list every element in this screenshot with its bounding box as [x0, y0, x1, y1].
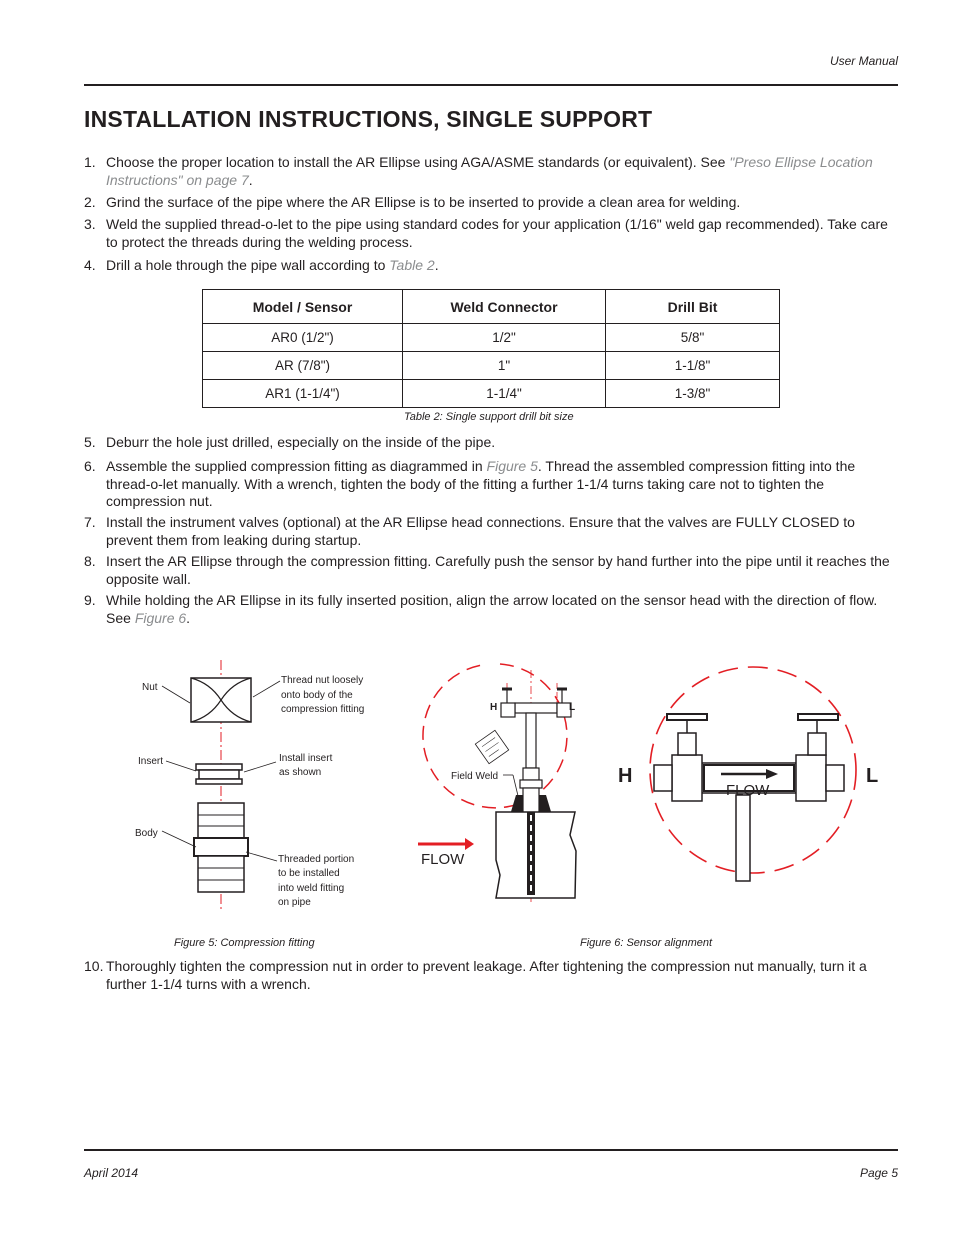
step-number: 2. — [84, 194, 96, 210]
list-item — [84, 958, 900, 993]
step-number: 8. — [84, 553, 96, 569]
table-cell: 1" — [403, 352, 606, 380]
h-port-label-large: H — [618, 765, 633, 787]
step-text: Insert the AR Ellipse through the compression fitting. Carefully push the sensor by hand further into the pipe until it reaches the opposite wall. — [106, 553, 890, 587]
table-caption: Table 2: Single support drill bit size — [404, 411, 574, 423]
install-insert-label: as shown — [279, 767, 322, 778]
step-text-end: . — [186, 609, 191, 626]
step-number: 10. — [84, 958, 104, 974]
table-row — [203, 352, 780, 380]
l-port-label-small: L — [569, 702, 576, 713]
step-link[interactable]: Table 2 — [389, 257, 435, 273]
thread-nut-label: onto body of the — [281, 690, 353, 701]
nut-label: Nut — [142, 682, 158, 693]
page-title: INSTALLATION INSTRUCTIONS, SINGLE SUPPORT — [84, 106, 653, 132]
step-text-end: . — [248, 171, 253, 188]
step-text-end: . — [434, 257, 439, 273]
list-item — [84, 458, 900, 511]
table-cell: AR0 (1/2") — [203, 324, 403, 352]
body-shape — [194, 803, 248, 892]
threaded-portion-label: on pipe — [278, 897, 311, 908]
insert-shape — [196, 764, 242, 784]
step-number: 4. — [84, 257, 96, 273]
step-link[interactable]: Figure 5 — [486, 458, 538, 474]
drill-bit-table — [202, 289, 780, 408]
table-cell: 1-1/4" — [403, 380, 606, 408]
table-cell: 5/8" — [606, 324, 780, 352]
list-item — [84, 592, 900, 627]
footer-date: April 2014 — [84, 1166, 139, 1180]
column-header: Model / Sensor — [203, 290, 403, 324]
table-cell: AR1 (1-1/4") — [203, 380, 403, 408]
table-cell: 1/2" — [403, 324, 606, 352]
step-text: Assemble the supplied compression fitting as diagrammed in — [106, 458, 487, 474]
step-text: Install the instrument valves (optional) at the AR Ellipse head connections. Ensure that the valves are FULLY CLOSED to prevent them from leaking during startup. — [106, 514, 855, 548]
list-item — [84, 514, 900, 549]
list-item — [84, 257, 900, 275]
list-item — [84, 194, 900, 212]
step-text-end: . Thread the assembled compression fitting into the thread-o-let manually. With a wrench, tighten the body of the fitting a further 1-1/4 turns taking care not to tighten the compression nut. — [106, 458, 856, 509]
step-number: 9. — [84, 592, 96, 608]
table-cell: 1-3/8" — [606, 380, 780, 408]
figure5-caption: Figure 5: Compression fitting — [174, 937, 315, 949]
footer-page: Page 5 — [859, 1166, 898, 1180]
thread-nut-label: compression fitting — [281, 704, 365, 715]
sensor-tag — [475, 730, 508, 763]
figure6-caption: Figure 6: Sensor alignment — [580, 937, 713, 949]
field-weld-label: Field Weld — [451, 771, 499, 782]
install-insert-label: Install insert — [279, 753, 333, 764]
step-text: While holding the AR Ellipse in its fully inserted position, align the arrow located on the sensor head with the direction of flow. See — [106, 592, 878, 626]
pipe — [496, 812, 576, 898]
step-text: Deburr the hole just drilled, especially on the inside of the pipe. — [106, 434, 496, 450]
threaded-portion-label: into weld fitting — [278, 883, 345, 894]
footer-rule — [84, 1149, 898, 1151]
insert-label: Insert — [138, 756, 164, 767]
list-item — [84, 434, 900, 452]
list-item — [84, 216, 900, 251]
flow-head-label: FLOW — [726, 782, 770, 799]
table-cell: 1-1/8" — [606, 352, 780, 380]
thread-nut-label: Thread nut loosely — [281, 675, 364, 686]
step-number: 7. — [84, 514, 96, 530]
threaded-portion-label: to be installed — [278, 868, 340, 879]
compression-fitting-diagram — [120, 655, 380, 915]
flow-arrow — [418, 838, 474, 850]
column-header: Weld Connector — [403, 290, 606, 324]
step-link[interactable]: Figure 6 — [134, 609, 187, 626]
step-link[interactable]: "Preso Ellipse Location Instructions" on page 7 — [106, 154, 873, 188]
list-item — [84, 154, 900, 189]
step-text: Grind the surface of the pipe where the AR Ellipse is to be inserted to provide a clean area for welding. — [106, 194, 741, 210]
l-port-label-large: L — [866, 765, 879, 787]
table-row — [203, 324, 780, 352]
step-number: 5. — [84, 434, 96, 450]
nut-shape — [191, 678, 251, 722]
h-port-label-small: H — [490, 702, 498, 713]
step-number: 3. — [84, 216, 96, 232]
table-row — [203, 380, 780, 408]
step-text: Choose the proper location to install the AR Ellipse using AGA/ASME standards (or equivalent). See — [106, 154, 730, 170]
header-rule — [84, 84, 898, 86]
step-text: Weld the supplied thread-o-let to the pipe using standard codes for your application (1/16" weld gap recommended). Take care to protect the threads during the welding process. — [106, 216, 888, 250]
sensor-head-small — [501, 689, 571, 814]
step-number: 6. — [84, 458, 96, 474]
step-text: Drill a hole through the pipe wall according to — [106, 257, 390, 273]
body-label: Body — [135, 828, 158, 839]
table-cell: AR (7/8") — [203, 352, 403, 380]
header-label: User Manual — [829, 54, 898, 68]
flow-label: FLOW — [421, 851, 465, 868]
list-item — [84, 553, 900, 588]
step-text: Thoroughly tighten the compression nut in order to prevent leakage. After tightening the compression nut manually, turn it a further 1-1/4 turns with a wrench. — [106, 958, 867, 992]
threaded-portion-label: Threaded portion — [278, 854, 355, 865]
step-number: 1. — [84, 154, 96, 170]
table-header-row — [203, 290, 780, 324]
sensor-alignment-diagram — [410, 655, 910, 915]
column-header: Drill Bit — [606, 290, 780, 324]
